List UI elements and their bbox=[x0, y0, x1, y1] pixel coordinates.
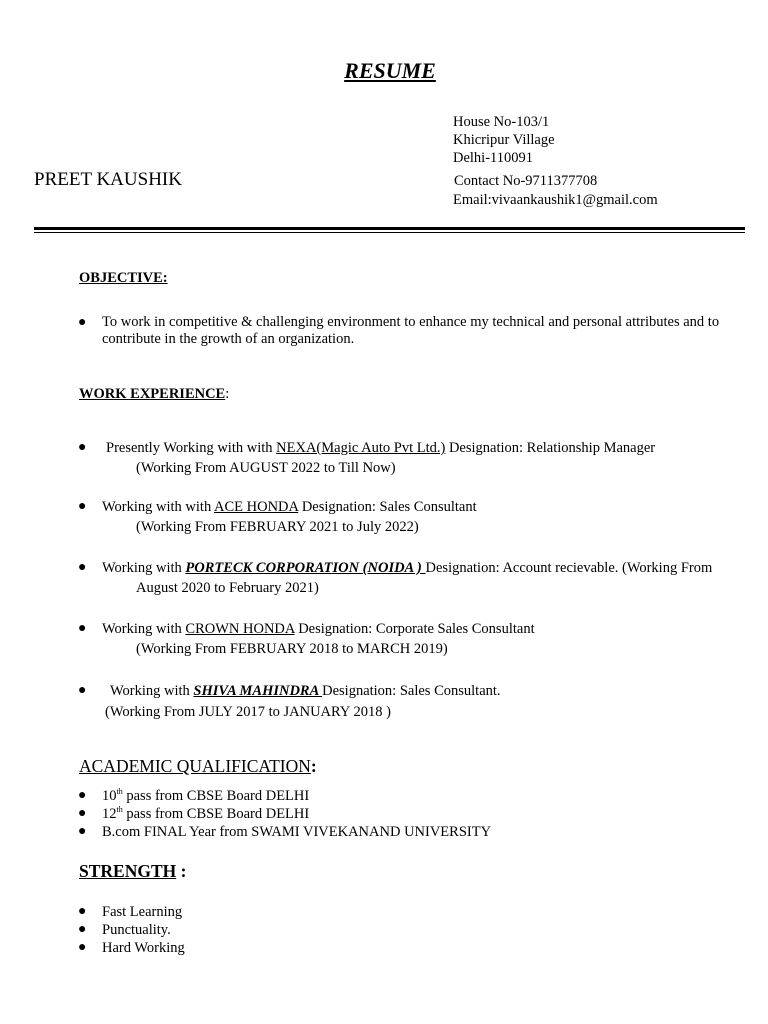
job-designation: Designation: Account recievable. (Working From bbox=[425, 560, 713, 576]
job-item bbox=[78, 559, 758, 603]
job-item bbox=[78, 439, 758, 483]
candidate-name: PREET KAUSHIK bbox=[34, 169, 182, 190]
job-designation: Designation: Corporate Sales Consultant bbox=[294, 621, 535, 637]
academic-text bbox=[102, 787, 748, 805]
email-address: Email:vivaankaushik1@gmail.com bbox=[453, 192, 658, 208]
job-item bbox=[78, 498, 758, 542]
strength-item bbox=[78, 903, 758, 921]
job-prefix: Working with bbox=[110, 683, 194, 699]
bullet-icon: ● bbox=[78, 560, 87, 575]
bullet-icon: ● bbox=[78, 315, 87, 330]
bullet-icon: ● bbox=[78, 440, 87, 455]
objective-item bbox=[78, 314, 758, 354]
job-line bbox=[102, 620, 748, 638]
job-designation: Designation: Sales Consultant. bbox=[322, 683, 501, 699]
bullet-icon: ● bbox=[78, 922, 87, 937]
header-divider-thin bbox=[34, 232, 745, 233]
academic-item bbox=[78, 787, 758, 805]
academic-sup: th bbox=[116, 787, 123, 797]
job-period: (Working From FEBRUARY 2021 to July 2022) bbox=[136, 519, 419, 535]
bullet-icon: ● bbox=[78, 806, 87, 821]
job-line bbox=[102, 559, 748, 577]
job-prefix: Presently Working with with bbox=[106, 440, 277, 456]
job-line bbox=[110, 682, 748, 700]
strength-heading-text: STRENGTH bbox=[79, 861, 177, 881]
strength-text: Punctuality. bbox=[102, 922, 171, 938]
academic-item bbox=[78, 805, 758, 823]
job-designation: Designation: Sales Consultant bbox=[298, 499, 477, 515]
objective-text: To work in competitive & challenging environment to enhance my technical and personal attributes and to contribute in the growth of an organization. bbox=[102, 314, 720, 347]
strength-text: Hard Working bbox=[102, 940, 185, 956]
strength-item bbox=[78, 939, 758, 957]
academic-desc: pass from CBSE Board DELHI bbox=[122, 788, 310, 804]
job-item bbox=[78, 682, 758, 726]
strength-heading-colon: : bbox=[176, 861, 187, 881]
job-company: NEXA(Magic Auto Pvt Ltd.) bbox=[276, 440, 446, 456]
header-divider-thick bbox=[34, 227, 745, 230]
job-period: (Working From FEBRUARY 2018 to MARCH 2019) bbox=[136, 641, 448, 657]
academic-text bbox=[102, 805, 748, 823]
job-period: (Working From JULY 2017 to JANUARY 2018 ) bbox=[105, 704, 391, 720]
job-period: August 2020 to February 2021) bbox=[136, 580, 319, 596]
job-line bbox=[106, 439, 748, 457]
contact-number: Contact No-9711377708 bbox=[454, 173, 598, 189]
academic-sup: th bbox=[116, 805, 123, 815]
academic-desc: B.com FINAL Year from SWAMI VIVEKANAND UNIVERSITY bbox=[102, 824, 492, 840]
job-prefix: Working with bbox=[102, 560, 186, 576]
bullet-icon: ● bbox=[78, 621, 87, 636]
academic-num: 12 bbox=[102, 806, 117, 822]
resume-title: RESUME bbox=[344, 58, 436, 83]
work-experience-heading bbox=[79, 385, 229, 403]
bullet-icon: ● bbox=[78, 940, 87, 955]
address-line-2: Khicripur Village bbox=[453, 132, 555, 148]
bullet-icon: ● bbox=[78, 683, 87, 698]
strength-item bbox=[78, 921, 758, 939]
bullet-icon: ● bbox=[78, 499, 87, 514]
strength-text: Fast Learning bbox=[102, 904, 183, 920]
academic-desc: pass from CBSE Board DELHI bbox=[122, 806, 310, 822]
bullet-icon: ● bbox=[78, 904, 87, 919]
job-designation: Designation: Relationship Manager bbox=[445, 440, 656, 456]
address-line-1: House No-103/1 bbox=[453, 114, 550, 130]
work-experience-heading-text: WORK EXPERIENCE bbox=[79, 386, 226, 402]
job-period: (Working From AUGUST 2022 to Till Now) bbox=[136, 460, 396, 476]
work-experience-heading-colon: : bbox=[225, 386, 230, 402]
job-prefix: Working with with bbox=[102, 499, 215, 515]
job-item bbox=[78, 620, 758, 664]
academic-text bbox=[102, 823, 748, 841]
academic-item bbox=[78, 823, 758, 841]
objective-heading: OBJECTIVE: bbox=[79, 270, 168, 286]
academic-heading-colon: : bbox=[310, 756, 317, 776]
address-line-3: Delhi-110091 bbox=[453, 150, 534, 166]
strength-heading bbox=[79, 861, 186, 883]
academic-num: 10 bbox=[102, 788, 117, 804]
job-company: PORTECK CORPORATION (NOIDA ) bbox=[185, 560, 426, 576]
job-prefix: Working with bbox=[102, 621, 186, 637]
bullet-icon: ● bbox=[78, 824, 87, 839]
job-company: CROWN HONDA bbox=[185, 621, 295, 637]
job-company: ACE HONDA bbox=[214, 499, 299, 515]
academic-heading bbox=[79, 756, 317, 778]
job-company: SHIVA MAHINDRA bbox=[193, 683, 323, 699]
academic-heading-text: ACADEMIC QUALIFICATION bbox=[79, 756, 311, 776]
job-line bbox=[102, 498, 748, 516]
bullet-icon: ● bbox=[78, 788, 87, 803]
